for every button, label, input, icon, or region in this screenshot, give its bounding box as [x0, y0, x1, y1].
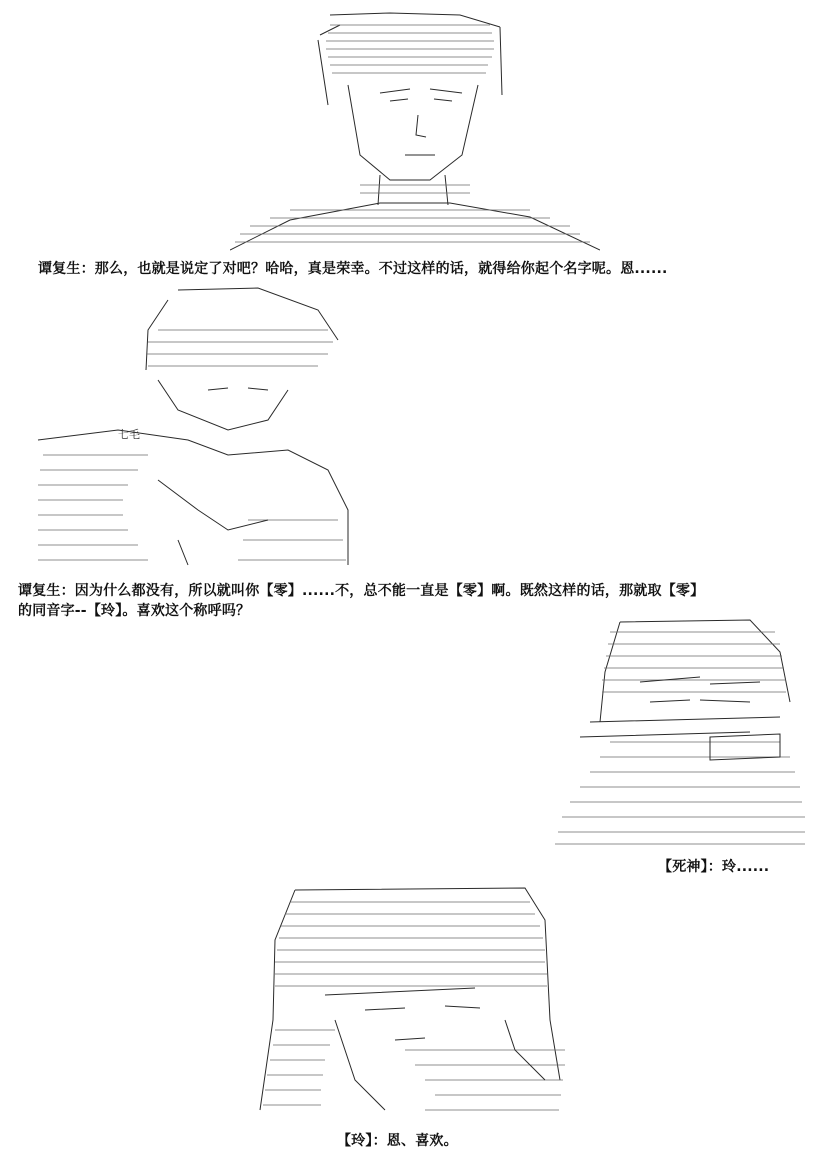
aa-rei-girl-icon: [245, 880, 585, 1125]
dialogue-line-p2b: 的同音字--【玲】。喜欢这个称呼吗？: [18, 603, 251, 619]
aa-boy-kneeling-icon: [28, 280, 358, 575]
dialogue-line-p2a: 谭复生：因为什么都没有，所以就叫你【零】......不，总不能一直是【零】啊。既然这样的话，那就取【零】: [18, 583, 705, 599]
dialogue-line-p4: 【玲】：恩、喜欢。: [337, 1133, 458, 1149]
dialogue-line-p1: 谭复生：那么，也就是说定了对吧？哈哈，真是荣幸。不过这样的话，就得给你起个名字呢。恩......: [38, 261, 668, 277]
aa-man-portrait-icon: [230, 5, 600, 253]
aa-shinigami-icon: [550, 612, 810, 852]
art-label-text: 七毛: [118, 428, 140, 441]
dialogue-line-p3: 【死神】：玲......: [658, 859, 770, 875]
